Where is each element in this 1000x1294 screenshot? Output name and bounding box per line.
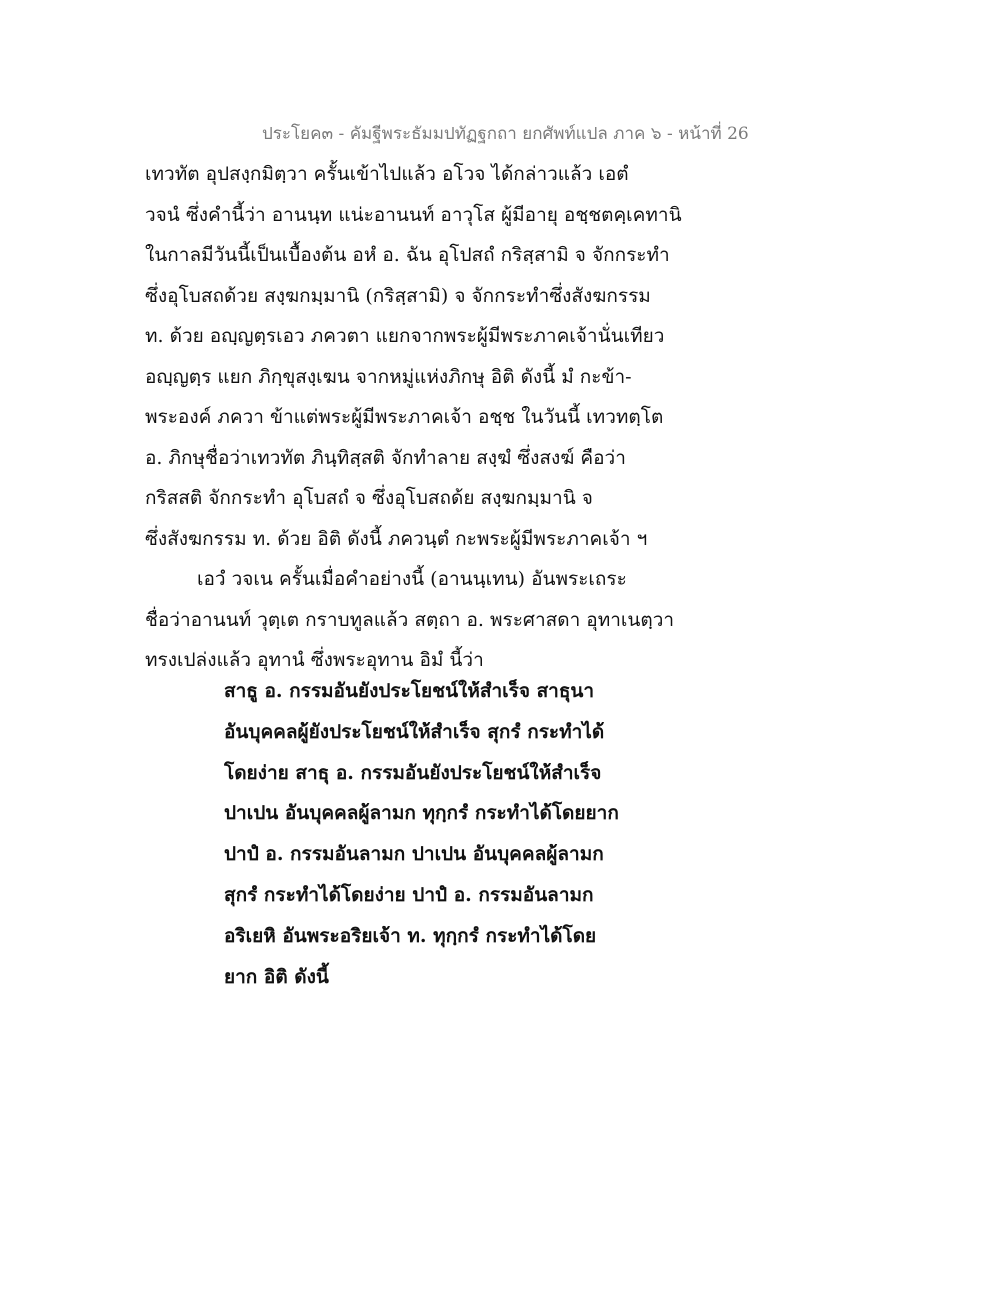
text-line: ท. ด้วย อญฺญตฺรเอว ภควตา แยกจากพระผู้มีพระภาคเจ้านั่นเทียว <box>145 325 665 347</box>
verse-line: ปาปํ อ. กรรมอันลามก ปาเปน อันบุคคลผู้ลามก <box>224 843 604 866</box>
text-line: อญฺญตฺร แยก ภิกฺขุสงฺเฆน จากหมู่แห่งภิกษุ อิติ ดังนี้ มํ กะข้า- <box>145 365 632 388</box>
text-line: ทรงเปล่งแล้ว อุทานํ ซึ่งพระอุทาน อิมํ นี้ว่า <box>145 649 484 671</box>
verse-line: อันบุคคลผู้ยังประโยชน์ให้สำเร็จ สุกรํ กระทำได้ <box>224 720 605 743</box>
verse-line: อริเยหิ อันพระอริยเจ้า ท. ทุกฺกรํ กระทำได้โดย <box>224 924 597 947</box>
text-line: กริสสติ จักกระทำ อุโบสถํ จ ซึ่งอุโบสถด้ย สงฺฆกมฺมานิ จ <box>145 487 593 509</box>
body-text <box>145 154 705 681</box>
verse-line: สาธู อ. กรรมอันยังประโยชน์ให้สำเร็จ สาธุนา <box>224 680 595 702</box>
verse-line: สุกรํ กระทำได้โดยง่าย ปาปํ อ. กรรมอันลามก <box>224 883 594 906</box>
text-line: เทวทัต อุปสงฺกมิตฺวา ครั้นเข้าไปแล้ว อโวจ ได้กล่าวแล้ว เอตํ <box>145 163 629 185</box>
verse-line: ยาก อิติ ดังนี้ <box>224 965 329 988</box>
text-line: อ. ภิกษุชื่อว่าเทวทัต ภินฺทิสฺสติ จักทำลาย สงฺฆํ ซึ่งสงฆ์ คือว่า <box>145 446 626 469</box>
text-line: เอวํ วจเน ครั้นเมื่อคำอย่างนี้ (อานนฺเทน) อันพระเถระ <box>197 568 627 590</box>
text-line: ชื่อว่าอานนท์ วุตฺเต กราบทูลแล้ว สตฺถา อ. พระศาสดา อุทาเนตฺวา <box>145 608 675 631</box>
verse-line: โดยง่าย สาธุ อ. กรรมอันยังประโยชน์ให้สำเร็จ <box>224 761 602 784</box>
verse-block <box>224 671 684 997</box>
text-line: ในกาลมีวันนี้เป็นเบื้องต้น อหํ อ. ฉัน อุโปสถํ กริสฺสามิ จ จักกระทำ <box>145 244 670 266</box>
text-line: วจนํ ซึ่งคำนี้ว่า อานนฺท แน่ะอานนท์ อาวุโส ผู้มีอายุ อชฺชตคฺเคทานิ <box>145 203 682 226</box>
text-line: ซึ่งอุโบสถด้วย สงฺฆกมฺมานิ (กริสฺสามิ) จ จักกระทำซึ่งสังฆกรรม <box>145 284 651 307</box>
verse-line: ปาเปน อันบุคคลผู้ลามก ทุกฺกรํ กระทำได้โดยยาก <box>224 802 619 825</box>
page-header: ประโยค๓ - คัมฐีพระธัมมปทัฏฐกถา ยกศัพท์แปล ภาค ๖ - หน้าที่ 26 <box>262 124 749 144</box>
text-line: พระองค์ ภควา ข้าแต่พระผู้มีพระภาคเจ้า อชฺช ในวันนี้ เทวทตฺโต <box>145 406 664 428</box>
text-line: ซึ่งสังฆกรรม ท. ด้วย อิติ ดังนี้ ภควนฺตํ กะพระผู้มีพระภาคเจ้า ฯ <box>145 527 648 550</box>
